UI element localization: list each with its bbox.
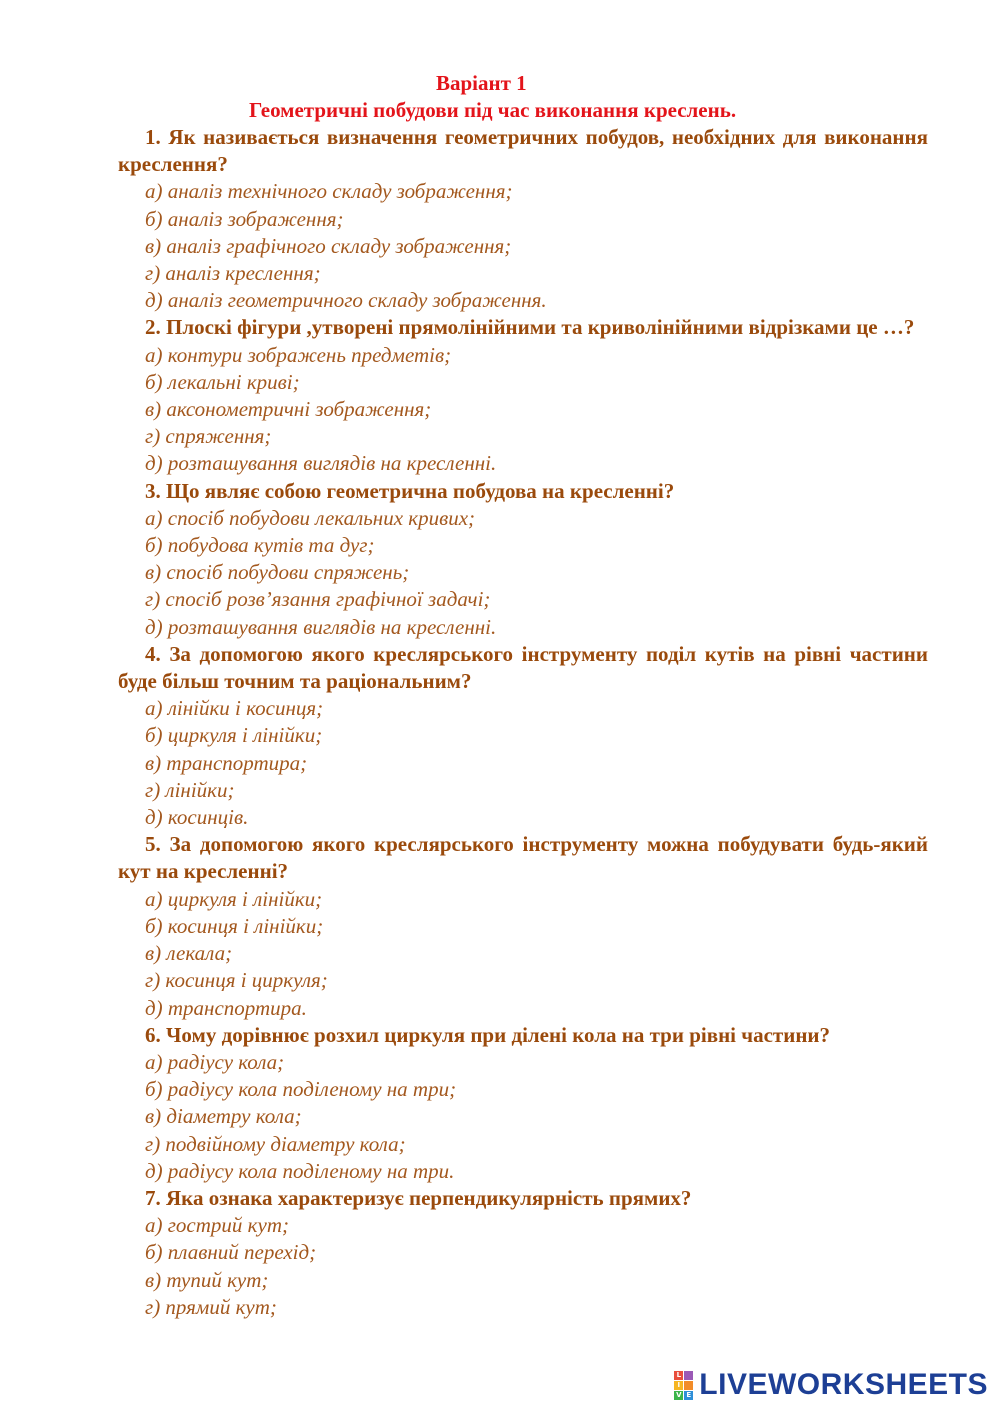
- option-1c: в) аналіз графічного складу зображення;: [145, 233, 512, 258]
- option-2b: б) лекальні криві;: [145, 369, 300, 394]
- logo-tile: E: [684, 1391, 693, 1400]
- option-3b: б) побудова кутів та дуг;: [145, 533, 375, 558]
- option-5c: в) лекала;: [145, 941, 233, 966]
- option-6b: б) радіусу кола поділеному на три;: [145, 1077, 457, 1102]
- question-3: 3. Що являє собою геометрична побудова на кресленні?: [145, 478, 675, 503]
- option-3d: г) спосіб розв’язання графічної задачі;: [145, 587, 491, 612]
- option-1a: а) аналіз технічного складу зображення;: [145, 179, 513, 204]
- option-4c: в) транспортира;: [145, 750, 308, 775]
- liveworksheets-brand: [674, 1368, 988, 1402]
- question-7: 7. Яка ознака характеризує перпендикулярність прямих?: [145, 1185, 692, 1210]
- option-3c: в) спосіб побудови спряжень;: [145, 560, 410, 585]
- option-4e: д) косинців.: [145, 805, 249, 830]
- liveworksheets-logo-icon: [674, 1371, 693, 1400]
- option-5b: б) косинця і лінійки;: [145, 913, 324, 938]
- option-1b: б) аналіз зображення;: [145, 206, 344, 231]
- logo-tile: L: [674, 1371, 683, 1380]
- option-4b: б) циркуля і лінійки;: [145, 723, 323, 748]
- brand-name: LIVEWORKSHEETS: [699, 1368, 988, 1401]
- option-7a: а) гострий кут;: [145, 1213, 289, 1238]
- option-6e: д) радіусу кола поділеному на три.: [145, 1158, 455, 1183]
- topic-title: Геометричні побудови під час виконання креслень.: [249, 98, 737, 122]
- option-3e: д) розташування виглядів на кресленні.: [145, 614, 497, 639]
- option-5d: г) косинця і циркуля;: [145, 968, 328, 993]
- option-7d: г) прямий кут;: [145, 1294, 277, 1319]
- logo-tile: [684, 1371, 693, 1380]
- option-6d: г) подвійному діаметру кола;: [145, 1131, 406, 1156]
- option-5a: а) циркуля і лінійки;: [145, 886, 323, 911]
- option-7b: б) плавний перехід;: [145, 1240, 317, 1265]
- option-4d: г) лінійки;: [145, 777, 235, 802]
- option-7c: в) тупий кут;: [145, 1267, 269, 1292]
- option-4a: а) лінійки і косинця;: [145, 696, 324, 721]
- option-3a: а) спосіб побудови лекальних кривих;: [145, 505, 476, 530]
- variant-title: Варіант 1: [436, 71, 527, 95]
- option-1d: г) аналіз креслення;: [145, 261, 321, 286]
- option-6a: а) радіусу кола;: [145, 1049, 285, 1074]
- logo-tile: I: [674, 1381, 683, 1390]
- option-5e: д) транспортира.: [145, 995, 307, 1020]
- option-6c: в) діаметру кола;: [145, 1104, 302, 1129]
- question-4: 4. За допомогою якого креслярського інструменту поділ кутів на рівні частини буде більш точним та раціональним?: [118, 641, 928, 694]
- option-2e: д) розташування виглядів на кресленні.: [145, 451, 497, 476]
- option-1e: д) аналіз геометричного складу зображення.: [145, 288, 547, 313]
- worksheet: [118, 70, 928, 1321]
- question-2: 2. Плоскі фігури ,утворені прямолінійними та криволінійними відрізками це …?: [145, 315, 915, 340]
- question-1: 1. Як називається визначення геометричних побудов, необхідних для виконання креслення?: [118, 125, 928, 177]
- option-2a: а) контури зображень предметів;: [145, 342, 452, 367]
- question-6: 6. Чому дорівнює розхил циркуля при ділені кола на три рівні частини?: [145, 1022, 831, 1047]
- option-2c: в) аксонометричні зображення;: [145, 397, 432, 422]
- option-2d: г) спряження;: [145, 424, 272, 449]
- logo-tile: [684, 1381, 693, 1390]
- question-5: 5. За допомогою якого креслярського інструменту можна побудувати будь-який кут на кресленні?: [118, 832, 928, 884]
- logo-tile: V: [676, 1390, 682, 1399]
